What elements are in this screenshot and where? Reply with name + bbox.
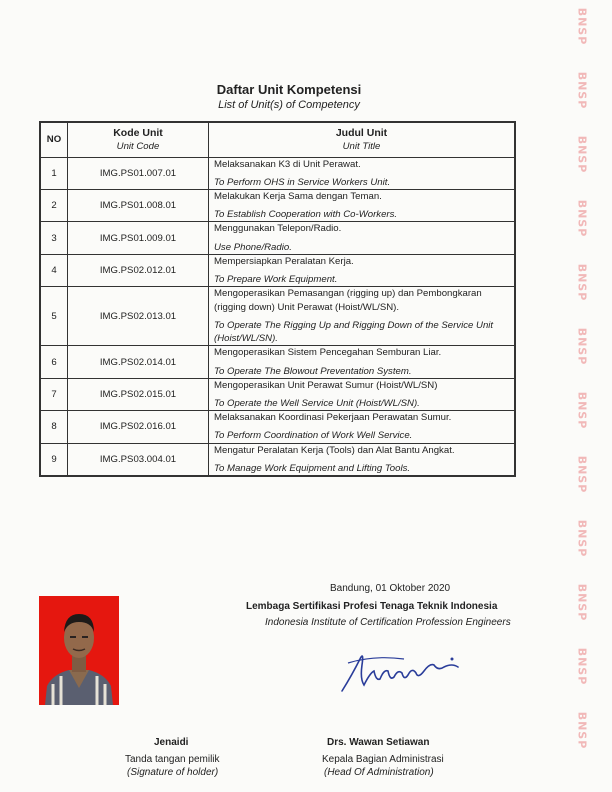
- row-number: 6: [40, 346, 68, 378]
- unit-title-en: To Operate The Rigging Up and Rigging Down of the Service Unit (Hoist/WL/SN).: [214, 319, 494, 345]
- row-number: 1: [40, 157, 68, 189]
- bnsp-watermark-column: [562, 0, 602, 792]
- table-row: [40, 254, 515, 286]
- unit-title: [209, 411, 516, 443]
- watermark-text: BNSP: [575, 199, 589, 238]
- unit-title-en: To Establish Cooperation with Co-Workers.: [214, 209, 398, 221]
- holder-photo: [39, 596, 119, 705]
- unit-title-en: To Operate the Well Service Unit (Hoist/WL/SN).: [214, 398, 420, 410]
- unit-code: IMG.PS01.009.01: [68, 222, 209, 254]
- row-number: 2: [40, 189, 68, 221]
- unit-code: IMG.PS01.007.01: [68, 157, 209, 189]
- unit-title-id: Menggunakan Telepon/Radio.: [214, 223, 342, 235]
- header-unit-title: [209, 122, 516, 157]
- signer-name: Drs. Wawan Setiawan: [327, 737, 430, 748]
- unit-title: [209, 222, 516, 254]
- header-no: NO: [40, 122, 68, 157]
- unit-title-en: To Prepare Work Equipment.: [214, 274, 338, 286]
- row-number: 3: [40, 222, 68, 254]
- institution-name: Lembaga Sertifikasi Profesi Tenaga Teknik Indonesia: [246, 601, 498, 612]
- unit-title-en: To Perform OHS in Service Workers Unit.: [214, 176, 391, 188]
- row-number: 4: [40, 254, 68, 286]
- document-title: Daftar Unit Kompetensi: [216, 82, 362, 97]
- row-number: 8: [40, 411, 68, 443]
- unit-code: IMG.PS02.014.01: [68, 346, 209, 378]
- table-row: [40, 287, 515, 346]
- table-row: [40, 157, 515, 189]
- unit-title-id: Mengatur Peralatan Kerja (Tools) dan Alat Bantu Angkat.: [214, 444, 455, 456]
- watermark-text: BNSP: [575, 583, 589, 622]
- signer-signature: [334, 645, 469, 700]
- competency-units-table: [39, 121, 516, 477]
- signer-title: Kepala Bagian Administrasi: [322, 754, 444, 765]
- issue-date: Bandung, 01 Oktober 2020: [330, 583, 451, 594]
- unit-title-id: Melaksanakan K3 di Unit Perawat.: [214, 158, 361, 170]
- unit-title-en: To Operate The Blowout Preventation System.: [214, 365, 412, 377]
- unit-title-en: To Perform Coordination of Work Well Service.: [214, 430, 413, 442]
- holder-signature-label: Tanda tangan pemilik: [125, 754, 220, 765]
- unit-title: [209, 443, 516, 476]
- watermark-text: BNSP: [575, 519, 589, 558]
- unit-title: [209, 378, 516, 410]
- row-number: 9: [40, 443, 68, 476]
- watermark-text: BNSP: [575, 7, 589, 46]
- table-row: [40, 346, 515, 378]
- table-header-row: [40, 122, 515, 157]
- watermark-text: BNSP: [575, 711, 589, 750]
- unit-title-en: Use Phone/Radio.: [214, 241, 292, 253]
- table-row: [40, 222, 515, 254]
- header-unit-code-label: Kode Unit: [113, 127, 163, 140]
- unit-title: [209, 189, 516, 221]
- unit-title-id: Mengoperasikan Unit Perawat Sumur (Hoist/WL/SN): [214, 379, 438, 391]
- row-number: 5: [40, 287, 68, 346]
- header-unit-code-label-en: Unit Code: [116, 141, 160, 153]
- unit-title: [209, 254, 516, 286]
- holder-signature-label-en: (Signature of holder): [127, 767, 219, 778]
- watermark-text: BNSP: [575, 71, 589, 110]
- unit-title-id: Mengoperasikan Sistem Pencegahan Semburan Liar.: [214, 347, 442, 359]
- unit-title-en: To Manage Work Equipment and Lifting Tools.: [214, 462, 411, 474]
- watermark-text: BNSP: [575, 135, 589, 174]
- row-number: 7: [40, 378, 68, 410]
- document-subtitle: List of Unit(s) of Competency: [218, 99, 360, 111]
- unit-title: [209, 287, 516, 346]
- unit-title-id: Melakukan Kerja Sama dengan Teman.: [214, 190, 382, 202]
- signer-title-en: (Head Of Administration): [324, 767, 434, 778]
- header-unit-title-label: Judul Unit: [335, 127, 388, 140]
- unit-code: IMG.PS02.012.01: [68, 254, 209, 286]
- unit-title: [209, 157, 516, 189]
- table-row: [40, 378, 515, 410]
- watermark-text: BNSP: [575, 327, 589, 366]
- watermark-text: BNSP: [575, 263, 589, 302]
- institution-name-en: Indonesia Institute of Certification Profession Engineers: [265, 617, 511, 628]
- unit-title-id: Melaksanakan Koordinasi Pekerjaan Perawatan Sumur.: [214, 412, 452, 424]
- unit-title-id: Mempersiapkan Peralatan Kerja.: [214, 255, 354, 267]
- header-unit-code: [68, 122, 209, 157]
- table-row: [40, 443, 515, 476]
- unit-code: IMG.PS02.013.01: [68, 287, 209, 346]
- header-unit-title-label-en: Unit Title: [342, 141, 381, 153]
- unit-title-id: Mengoperasikan Pemasangan (rigging up) dan Pembongkaran (rigging down) Unit Perawat (Hoist/WL/SN).: [214, 288, 482, 313]
- watermark-text: BNSP: [575, 455, 589, 494]
- unit-code: IMG.PS02.015.01: [68, 378, 209, 410]
- document-header: [0, 82, 578, 111]
- unit-title: [209, 346, 516, 378]
- table-row: [40, 189, 515, 221]
- unit-code: IMG.PS03.004.01: [68, 443, 209, 476]
- table-row: [40, 411, 515, 443]
- unit-code: IMG.PS02.016.01: [68, 411, 209, 443]
- watermark-text: BNSP: [575, 647, 589, 686]
- watermark-text: BNSP: [575, 391, 589, 430]
- unit-code: IMG.PS01.008.01: [68, 189, 209, 221]
- holder-name: Jenaidi: [154, 737, 189, 748]
